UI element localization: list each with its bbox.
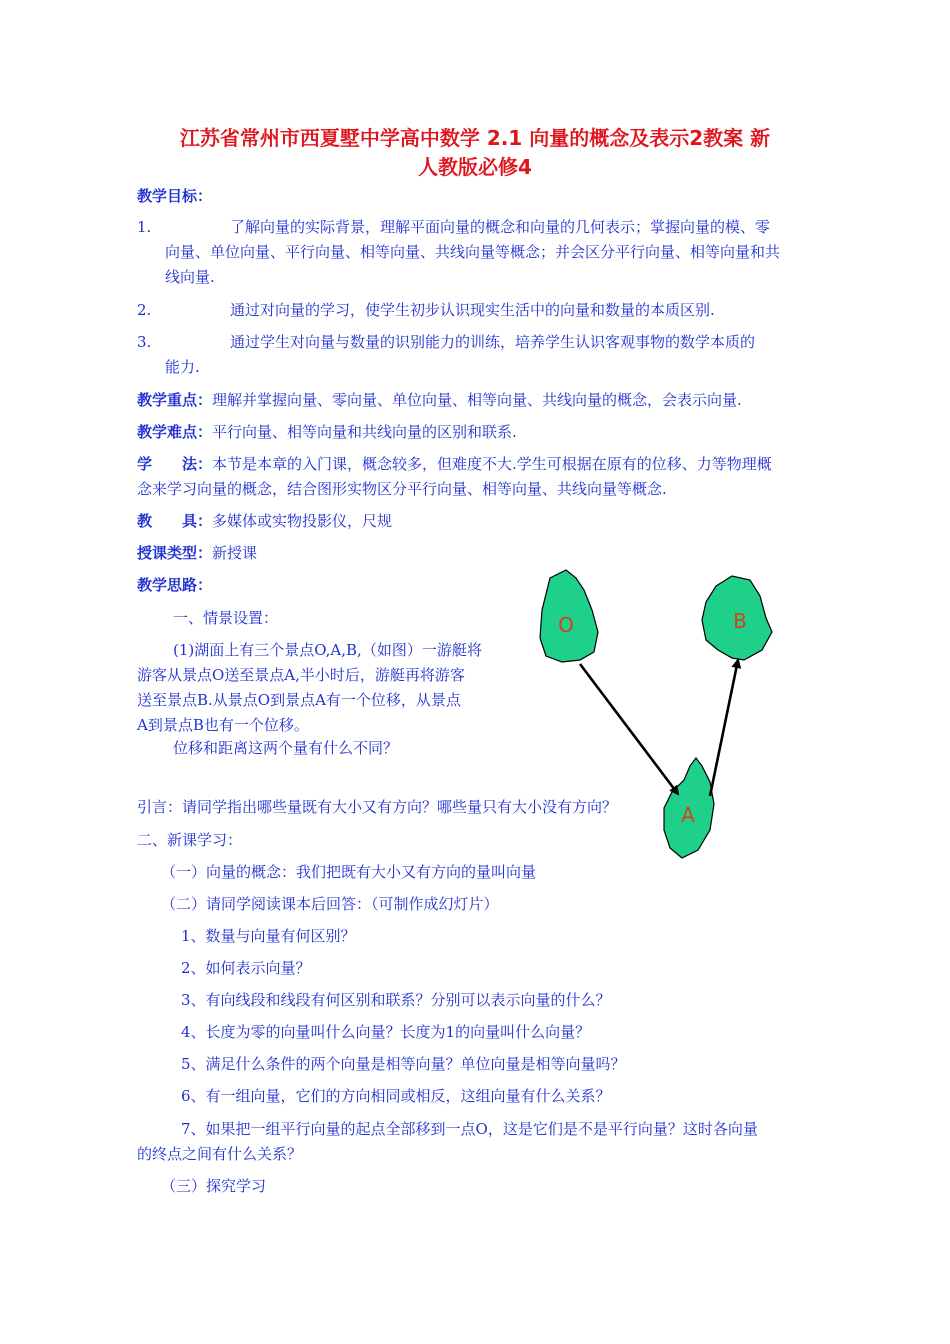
scene-line-3: 送至景点B.从景点O到景点A有一个位移，从景点 <box>137 691 461 709</box>
section-1-heading: 一、情景设置： <box>173 609 279 627</box>
goal-2-num: 2. <box>137 301 152 319</box>
goal-3-line-2: 能力. <box>165 358 200 376</box>
question-4: 4、长度为零的向量叫什么向量？长度为1的向量叫什么向量？ <box>181 1023 591 1041</box>
type-text: 新授课 <box>212 544 258 562</box>
key-label: 教学重点： <box>137 391 213 409</box>
section-2-heading: 二、新课学习： <box>137 831 243 849</box>
tools-text: 多媒体或实物投影仪，尺规 <box>212 512 393 530</box>
subsection-3: （三）探究学习 <box>161 1177 267 1195</box>
scene-line-2: 游客从景点O送至景点A,半小时后，游艇再将游客 <box>137 666 465 684</box>
idea-label: 教学思路： <box>137 576 213 594</box>
key-points <box>137 390 742 410</box>
question-7-line-1: 7、如果把一组平行向量的起点全部移到一点O，这是它们是不是平行向量？这时各向量 <box>181 1120 758 1138</box>
goal-3-num: 3. <box>137 333 152 351</box>
goals-heading: 教学目标： <box>137 187 213 205</box>
label-a: A <box>681 803 695 827</box>
key-text: 理解并掌握向量、零向量、单位向量、相等向量、共线向量的概念，会表示向量. <box>212 391 742 409</box>
difficulty <box>137 422 517 442</box>
question-2: 2、如何表示向量？ <box>181 959 311 977</box>
goal-1-num: 1. <box>137 218 152 236</box>
scene-question: 位移和距离这两个量有什么不同？ <box>173 739 399 757</box>
subsection-2: （二）请同学阅读课本后回答：（可制作成幻灯片） <box>161 895 499 913</box>
question-7-line-2: 的终点之间有什么关系？ <box>137 1145 303 1163</box>
label-b: B <box>733 609 747 633</box>
method <box>137 454 772 474</box>
title-line-2: 人教版必修4 <box>418 155 532 179</box>
question-6: 6、有一组向量，它们的方向相同或相反，这组向量有什么关系？ <box>181 1087 611 1105</box>
method-label: 学 法： <box>137 455 213 473</box>
intro-question: 引言：请同学指出哪些量既有大小又有方向？哪些量只有大小没有方向？ <box>137 798 618 816</box>
goal-3-line-1: 通过学生对向量与数量的识别能力的训练，培养学生认识客观事物的数学本质的 <box>230 333 756 351</box>
goal-1-line-3: 线向量. <box>165 268 215 286</box>
title-line-1: 江苏省常州市西夏墅中学高中数学 2.1 向量的概念及表示2教案 新 <box>179 126 771 150</box>
document-title <box>120 124 830 182</box>
difficulty-label: 教学难点： <box>137 423 213 441</box>
vector-o-to-a <box>580 664 678 794</box>
scene-line-4: A到景点B也有一个位移。 <box>137 716 309 734</box>
method-line-1: 本节是本章的入门课，概念较多，但难度不大.学生可根据在原有的位移、力等物理概 <box>212 455 772 473</box>
question-1: 1、数量与向量有何区别？ <box>181 927 356 945</box>
scene-line-1: (1)湖面上有三个景点O,A,B,（如图）一游艇将 <box>173 641 482 659</box>
vector-a-to-b <box>710 660 738 796</box>
method-line-2: 念来学习向量的概念，结合图形实物区分平行向量、相等向量、共线向量等概念. <box>137 480 667 498</box>
type-label: 授课类型： <box>137 544 213 562</box>
goal-1-line-2: 向量、单位向量、平行向量、相等向量、共线向量等概念；并会区分平行向量、相等向量和共 <box>165 243 781 261</box>
goal-1-line-1: 了解向量的实际背景，理解平面向量的概念和向量的几何表示；掌握向量的模、零 <box>230 218 771 236</box>
question-3: 3、有向线段和线段有何区别和联系？分别可以表示向量的什么？ <box>181 991 611 1009</box>
lesson-type <box>137 543 257 563</box>
lake-scenic-spots-figure <box>520 560 790 870</box>
subsection-1: （一）向量的概念：我们把既有大小又有方向的量叫向量 <box>161 863 537 881</box>
tools <box>137 511 392 531</box>
goal-2-line-1: 通过对向量的学习，使学生初步认识现实生活中的向量和数量的本质区别. <box>230 301 715 319</box>
difficulty-text: 平行向量、相等向量和共线向量的区别和联系. <box>212 423 517 441</box>
label-o: O <box>558 613 574 637</box>
tools-label: 教 具： <box>137 512 213 530</box>
question-5: 5、满足什么条件的两个向量是相等向量？单位向量是相等向量吗？ <box>181 1055 626 1073</box>
